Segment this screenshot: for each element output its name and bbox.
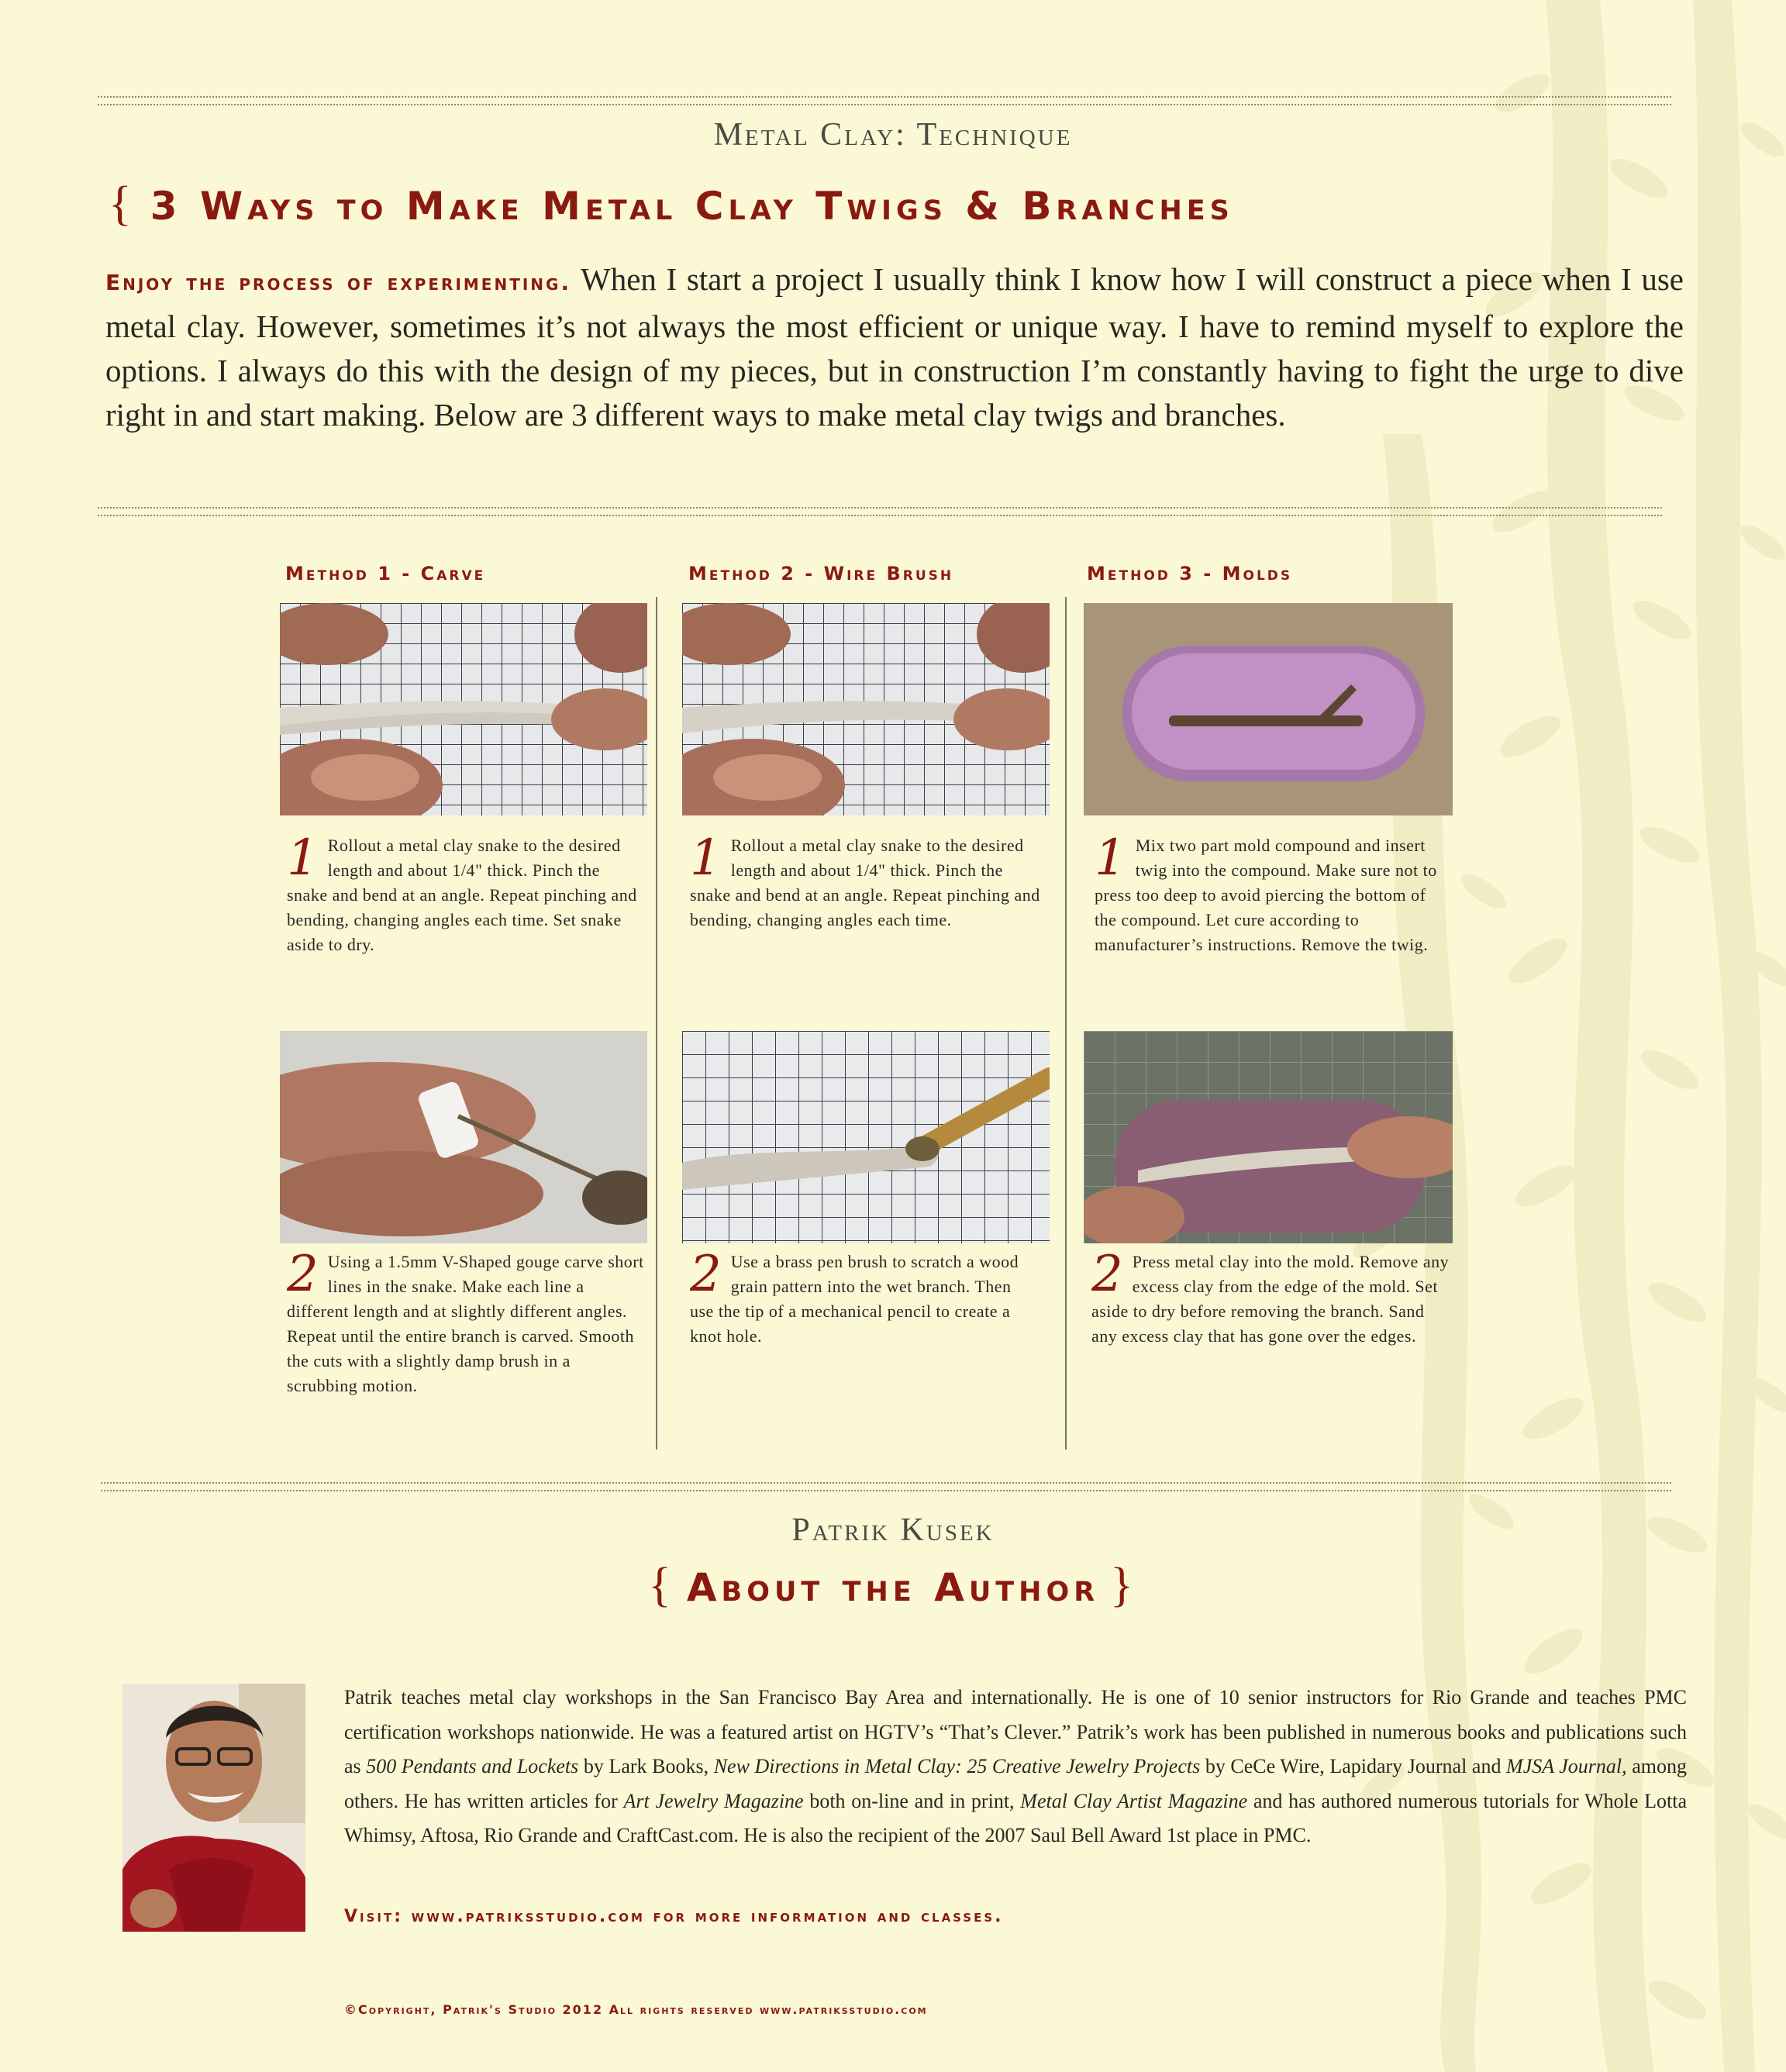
bio-part-5: both on-line and in print, [803, 1789, 1021, 1812]
intro-body: When I start a project I usually think I know how I will construct a piece when I use metal clay. However, sometimes it’s not always the most efficient or unique way. I have to remind myself to explore the options. I always do this with the design of my pieces, but in construction I’m constantly having to fight the urge to dive right in and start making. Below are 3 different ways to make metal clay twigs and branches. [105, 261, 1684, 433]
bio-book-5: Metal Clay Artist Magazine [1020, 1789, 1248, 1812]
bio-part-1: Patrik teaches metal clay workshops in the San Francisco Bay Area and internationally. He is one of 10 senior instructors for Rio Grande and teaches PMC certification workshops nationwide. He was a featured artist on HGTV’s “That’s Clever.” Patrik’s work has been published in numerous books and publications such as [344, 1686, 1687, 1777]
method-3-photo-2 [1084, 1031, 1453, 1243]
intro-lead: Enjoy the process of experimenting. [105, 270, 572, 295]
step-number: 1 [1095, 829, 1126, 887]
method-1-photo-1 [280, 603, 647, 815]
about-author-title [0, 1558, 1786, 1613]
bio-book-4: Art Jewelry Magazine [623, 1789, 804, 1812]
author-portrait [122, 1684, 305, 1932]
method-1-title: Method 1 - Carve [285, 563, 486, 584]
step-text: Press metal clay into the mold. Remove any excess clay from the edge of the mold. Set aside to dry before removing the branch. Sand any excess clay that has gone over the edges. [1091, 1252, 1450, 1346]
article-title [109, 177, 1690, 232]
method-2-title: Method 2 - Wire Brush [688, 563, 954, 584]
method-2-step-2 [690, 1246, 1033, 1349]
step-text: Use a brass pen brush to scratch a wood grain pattern into the wet branch. Then use the tip of a mechanical pencil to create a knot hole. [690, 1252, 1019, 1346]
method-2-step-1 [690, 829, 1048, 933]
method-1-step-1 [287, 829, 645, 957]
visit-link-text[interactable]: Visit: www.patriksstudio.com for more information and classes. [344, 1907, 1004, 1926]
copyright-footer: ©Copyright, Patrik's Studio 2012 All rights reserved www.patriksstudio.com [344, 2002, 928, 2017]
step-text: Using a 1.5mm V-Shaped gouge carve short lines in the snake. Make each line a different length and at slightly different angles. Repeat until the entire branch is carved. Smooth the cuts with a slightly damp brush in a scrubbing motion. [287, 1252, 644, 1395]
title-brace: { [109, 178, 136, 230]
step-text: Mix two part mold compound and insert twig into the compound. Make sure not to press too deep to avoid piercing the bottom of the compound. Let cure according to manufacturer’s instructions. Remove the twig. [1095, 836, 1437, 954]
bio-book-3: MJSA Journal, [1506, 1755, 1627, 1777]
article-title-text: 3 Ways to Make Metal Clay Twigs & Branches [150, 184, 1234, 229]
column-divider-2 [1065, 597, 1067, 1450]
top-rule [98, 96, 1671, 105]
intro-paragraph [105, 257, 1684, 437]
bio-part-4: among others. He has written articles for [344, 1755, 1688, 1812]
lower-rule [101, 1482, 1671, 1491]
author-bio [344, 1681, 1687, 1853]
step-number: 2 [1091, 1246, 1123, 1303]
about-author-text: About the Author [686, 1565, 1100, 1610]
bio-book-1: 500 Pendants and Lockets [366, 1755, 579, 1777]
brace-open: { [648, 1559, 676, 1612]
method-3-step-1 [1095, 829, 1448, 957]
method-1-step-2 [287, 1246, 645, 1398]
method-3-step-2 [1091, 1246, 1450, 1349]
method-2-photo-1 [682, 603, 1050, 815]
section-category: Metal Clay: Technique [713, 117, 1073, 153]
step-text: Rollout a metal clay snake to the desired length and about 1/4" thick. Pinch the snake and bend at an angle. Repeat pinching and bending, changing angles each time. Set snake aside to dry. [287, 836, 637, 954]
bio-book-2: New Directions in Metal Clay: 25 Creative Jewelry Projects [713, 1755, 1201, 1777]
method-2-photo-2 [682, 1031, 1050, 1243]
bio-part-3: by CeCe Wire, Lapidary Journal and [1200, 1755, 1507, 1777]
step-number: 1 [690, 829, 722, 887]
step-text: Rollout a metal clay snake to the desired length and about 1/4" thick. Pinch the snake and bend at an angle. Repeat pinching and bending, changing angles each time. [690, 836, 1040, 929]
bio-part-6: and has authored numerous tutorials for Whole Lotta Whimsy, Aftosa, Rio Grande and CraftCast.com. He is also the recipient of the 2007 Saul Bell Award 1st place in PMC. [344, 1789, 1687, 1846]
bio-part-2: by Lark Books, [578, 1755, 714, 1777]
method-1-photo-2 [280, 1031, 647, 1243]
method-3-title: Method 3 - Molds [1087, 563, 1293, 584]
brace-close: } [1110, 1559, 1138, 1612]
step-number: 1 [287, 829, 319, 887]
middle-rule [98, 507, 1662, 516]
author-name: Patrik Kusek [791, 1512, 995, 1548]
step-number: 2 [690, 1246, 722, 1303]
column-divider-1 [656, 597, 657, 1450]
step-number: 2 [287, 1246, 319, 1303]
method-3-photo-1 [1084, 603, 1453, 815]
